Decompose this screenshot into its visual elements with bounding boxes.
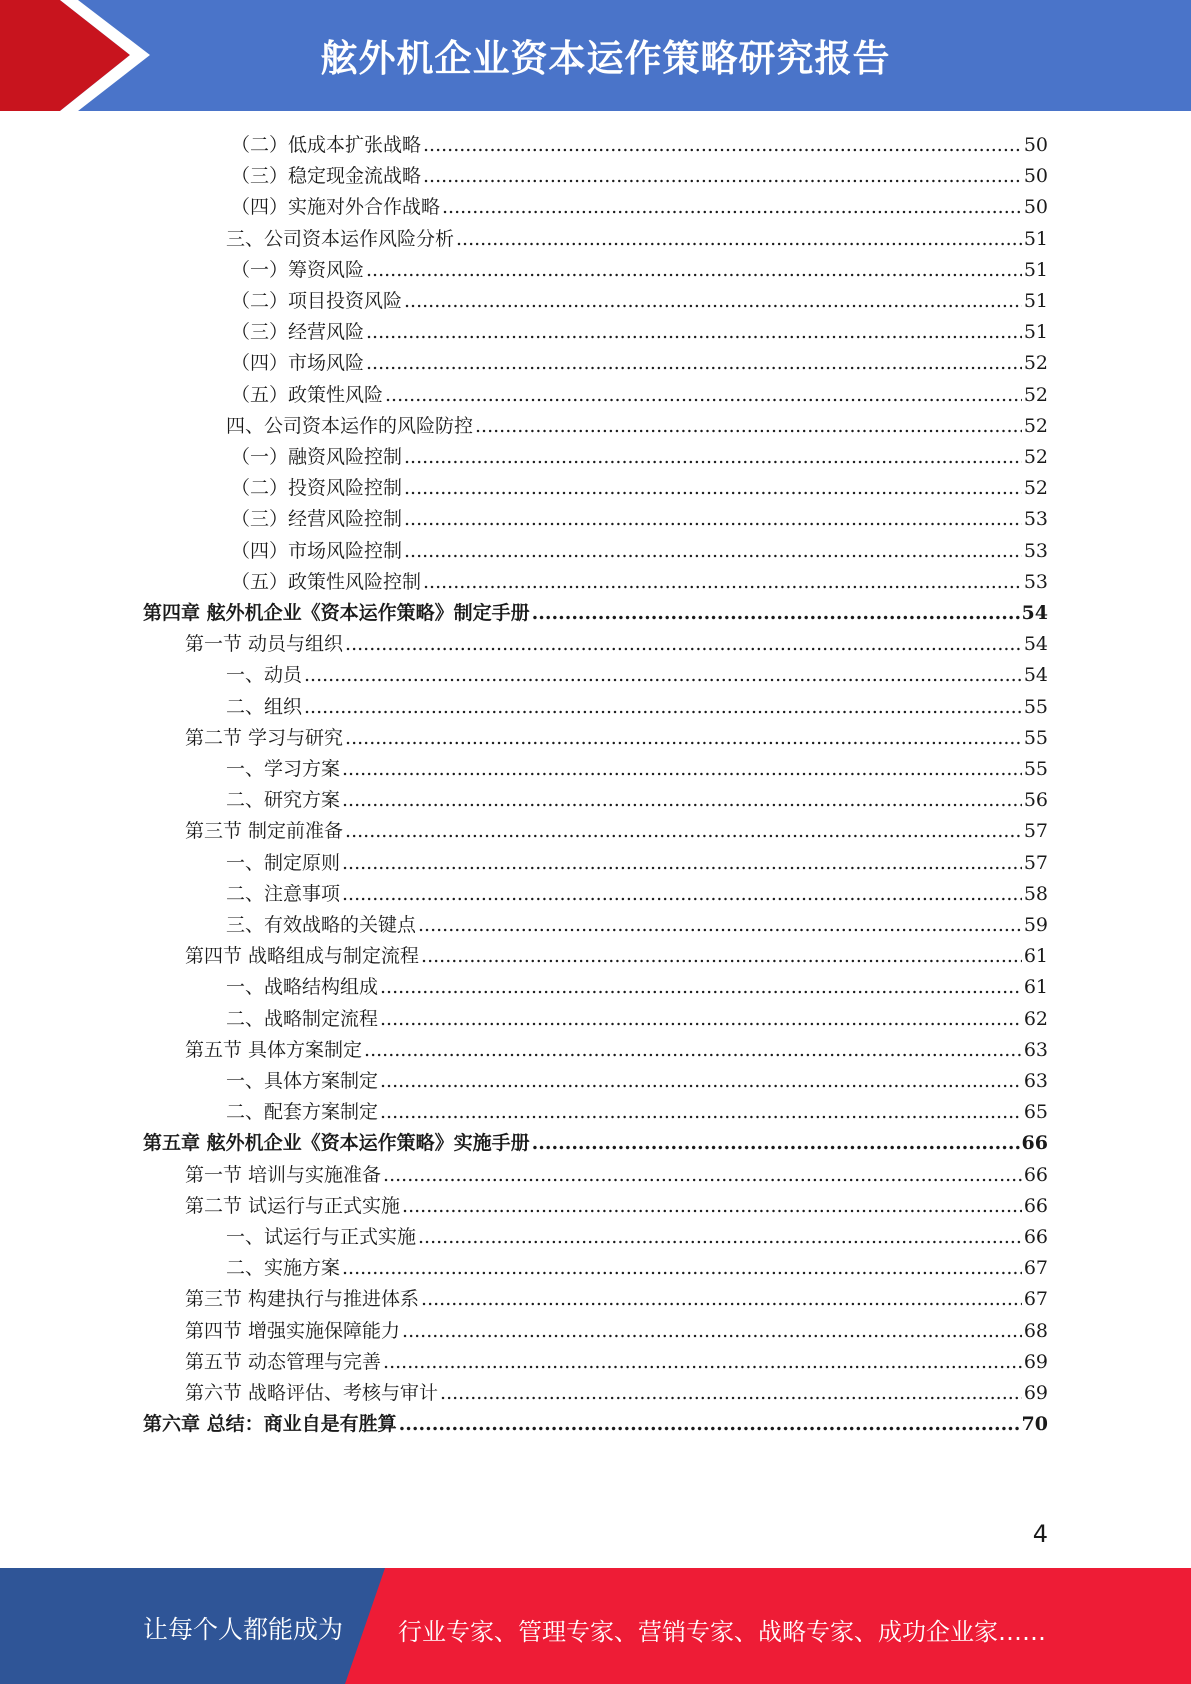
toc-entry-page: 51 bbox=[1023, 258, 1048, 281]
toc-entry-page: 66 bbox=[1023, 1226, 1048, 1248]
toc-entry-title: 第一节 动员与组织 bbox=[185, 633, 344, 656]
toc-entry-page: 53 bbox=[1023, 508, 1048, 531]
toc-entry-page: 68 bbox=[1023, 1319, 1048, 1342]
toc-entry[interactable] bbox=[231, 438, 1048, 469]
toc-entry[interactable] bbox=[143, 1124, 1048, 1155]
toc-leader-dots bbox=[380, 975, 1022, 999]
toc-entry-page: 66 bbox=[1021, 1132, 1048, 1155]
toc-entry-page: 50 bbox=[1023, 196, 1048, 219]
document-title: 舷外机企业资本运作策略研究报告 bbox=[320, 37, 891, 80]
toc-leader-dots bbox=[304, 663, 1022, 687]
toc-entry[interactable] bbox=[226, 875, 1048, 906]
toc-entry-page: 57 bbox=[1023, 820, 1048, 843]
toc-entry-page: 54 bbox=[1023, 633, 1048, 656]
toc-entry[interactable] bbox=[231, 188, 1048, 219]
toc-entry-title: 一、具体方案制定 bbox=[226, 1070, 379, 1092]
page-footer bbox=[0, 1568, 1191, 1684]
toc-entry-title: 三、有效战略的关键点 bbox=[226, 914, 417, 936]
toc-leader-dots bbox=[442, 195, 1022, 219]
toc-entry-page: 63 bbox=[1023, 1070, 1048, 1092]
toc-entry[interactable] bbox=[231, 563, 1048, 594]
toc-entry[interactable] bbox=[185, 812, 1048, 843]
toc-entry[interactable] bbox=[226, 688, 1048, 719]
toc-entry[interactable] bbox=[185, 937, 1048, 968]
toc-entry-title: （二）投资风险控制 bbox=[231, 477, 403, 500]
toc-entry[interactable] bbox=[226, 656, 1048, 687]
toc-entry-page: 59 bbox=[1023, 914, 1048, 936]
toc-leader-dots bbox=[404, 289, 1022, 313]
toc-leader-dots bbox=[404, 445, 1022, 469]
toc-leader-dots bbox=[366, 351, 1022, 375]
toc-entry-title: 一、战略结构组成 bbox=[226, 976, 379, 999]
toc-entry-title: 第六章 总结：商业自是有胜算 bbox=[143, 1413, 397, 1436]
toc-leader-dots bbox=[399, 1412, 1020, 1436]
toc-entry-title: 第五节 具体方案制定 bbox=[185, 1038, 363, 1061]
toc-entry-title: 二、配套方案制定 bbox=[226, 1101, 379, 1124]
toc-leader-dots bbox=[421, 944, 1022, 968]
toc-leader-dots bbox=[423, 570, 1022, 594]
toc-entry[interactable] bbox=[143, 1405, 1048, 1436]
toc-entry[interactable] bbox=[231, 313, 1048, 344]
toc-entry-page: 50 bbox=[1023, 165, 1048, 188]
toc-entry-title: 一、试运行与正式实施 bbox=[226, 1226, 417, 1248]
toc-entry-page: 52 bbox=[1023, 446, 1048, 468]
toc-leader-dots bbox=[385, 383, 1022, 407]
toc-entry-title: 第一节 培训与实施准备 bbox=[185, 1163, 382, 1186]
toc-entry-title: 二、研究方案 bbox=[226, 789, 341, 812]
toc-entry[interactable] bbox=[226, 407, 1048, 438]
page-header bbox=[0, 0, 1191, 111]
toc-entry[interactable] bbox=[185, 1374, 1048, 1405]
toc-entry[interactable] bbox=[226, 1093, 1048, 1124]
toc-entry-title: （三）稳定现金流战略 bbox=[231, 165, 422, 188]
toc-entry[interactable] bbox=[226, 781, 1048, 812]
toc-entry[interactable] bbox=[185, 1343, 1048, 1374]
toc-entry-page: 61 bbox=[1023, 976, 1048, 999]
toc-entry-title: （五）政策性风险控制 bbox=[231, 570, 422, 593]
toc-entry-page: 69 bbox=[1023, 1382, 1048, 1404]
toc-entry[interactable] bbox=[231, 126, 1048, 157]
toc-entry-title: 二、组织 bbox=[226, 695, 303, 718]
toc-entry-title: 第六节 战略评估、考核与审计 bbox=[185, 1382, 439, 1404]
toc-entry[interactable] bbox=[185, 625, 1048, 656]
toc-entry[interactable] bbox=[226, 1218, 1048, 1249]
toc-entry-title: 第四节 战略组成与制定流程 bbox=[185, 945, 420, 968]
toc-entry[interactable] bbox=[226, 220, 1048, 251]
toc-entry-title: 一、动员 bbox=[226, 664, 303, 687]
toc-entry-title: （五）政策性风险 bbox=[231, 383, 384, 406]
toc-entry[interactable] bbox=[226, 1249, 1048, 1280]
toc-leader-dots bbox=[364, 1038, 1022, 1062]
toc-entry-page: 52 bbox=[1023, 414, 1048, 437]
toc-entry-page: 62 bbox=[1023, 1007, 1048, 1030]
toc-entry-title: （一）筹资风险 bbox=[231, 258, 365, 281]
toc-entry-page: 50 bbox=[1023, 134, 1048, 156]
toc-leader-dots bbox=[304, 695, 1022, 719]
toc-entry-page: 63 bbox=[1023, 1038, 1048, 1061]
toc-entry-title: 二、实施方案 bbox=[226, 1257, 341, 1280]
toc-entry-title: （四）实施对外合作战略 bbox=[231, 196, 441, 219]
toc-leader-dots bbox=[383, 1350, 1022, 1374]
toc-entry-title: （一）融资风险控制 bbox=[231, 446, 403, 468]
toc-entry[interactable] bbox=[185, 1280, 1048, 1311]
toc-leader-dots bbox=[342, 882, 1022, 906]
toc-entry-title: 第五章 舷外机企业《资本运作策略》实施手册 bbox=[143, 1132, 530, 1155]
toc-entry-title: （二）低成本扩张战略 bbox=[231, 134, 422, 156]
toc-entry-page: 66 bbox=[1023, 1194, 1048, 1217]
toc-leader-dots bbox=[423, 133, 1022, 157]
toc-leader-dots bbox=[345, 632, 1022, 656]
toc-leader-dots bbox=[456, 227, 1022, 251]
toc-entry-page: 54 bbox=[1023, 664, 1048, 687]
toc-entry-title: 第二节 试运行与正式实施 bbox=[185, 1194, 401, 1217]
toc-entry[interactable] bbox=[231, 500, 1048, 531]
toc-leader-dots bbox=[380, 1007, 1022, 1031]
toc-leader-dots bbox=[418, 913, 1022, 937]
toc-leader-dots bbox=[342, 1256, 1022, 1280]
toc-entry-title: （二）项目投资风险 bbox=[231, 290, 403, 312]
toc-entry[interactable] bbox=[143, 594, 1048, 625]
toc-entry-title: （三）经营风险控制 bbox=[231, 508, 403, 531]
toc-leader-dots bbox=[366, 258, 1022, 282]
toc-leader-dots bbox=[380, 1100, 1022, 1124]
toc-leader-dots bbox=[418, 1225, 1022, 1249]
toc-entry-page: 54 bbox=[1021, 602, 1048, 624]
footer-tagline: 行业专家、管理专家、营销专家、战略专家、成功企业家…… bbox=[398, 1618, 1046, 1646]
toc-entry-page: 52 bbox=[1023, 383, 1048, 406]
toc-entry-title: 第四章 舷外机企业《资本运作策略》制定手册 bbox=[143, 602, 530, 624]
toc-entry-page: 65 bbox=[1023, 1101, 1048, 1124]
toc-entry-page: 52 bbox=[1023, 352, 1048, 375]
toc-entry[interactable] bbox=[226, 906, 1048, 937]
toc-entry-title: 第五节 动态管理与完善 bbox=[185, 1350, 382, 1373]
toc-entry-page: 69 bbox=[1023, 1350, 1048, 1373]
toc-entry[interactable] bbox=[231, 157, 1048, 188]
toc-entry[interactable] bbox=[185, 1156, 1048, 1187]
toc-entry-title: 二、注意事项 bbox=[226, 882, 341, 905]
toc-entry-page: 66 bbox=[1023, 1163, 1048, 1186]
toc-leader-dots bbox=[383, 1163, 1022, 1187]
toc-entry-title: 三、公司资本运作风险分析 bbox=[226, 227, 455, 250]
toc-entry-title: 二、战略制定流程 bbox=[226, 1007, 379, 1030]
toc-entry-page: 55 bbox=[1023, 758, 1048, 780]
toc-leader-dots bbox=[404, 539, 1022, 563]
toc-leader-dots bbox=[532, 601, 1020, 625]
toc-leader-dots bbox=[342, 851, 1022, 875]
toc-leader-dots bbox=[404, 507, 1022, 531]
toc-entry[interactable] bbox=[231, 376, 1048, 407]
toc-leader-dots bbox=[366, 320, 1022, 344]
toc-entry[interactable] bbox=[226, 844, 1048, 875]
toc-leader-dots bbox=[345, 819, 1022, 843]
toc-entry-title: 一、学习方案 bbox=[226, 758, 341, 780]
toc-leader-dots bbox=[421, 1287, 1022, 1311]
toc-entry-page: 58 bbox=[1023, 882, 1048, 905]
toc-entry[interactable] bbox=[231, 344, 1048, 375]
toc-entry-page: 53 bbox=[1023, 570, 1048, 593]
toc-entry[interactable] bbox=[226, 1062, 1048, 1093]
toc-entry[interactable] bbox=[226, 750, 1048, 781]
toc-entry-title: 四、公司资本运作的风险防控 bbox=[226, 414, 474, 437]
toc-entry-page: 52 bbox=[1023, 477, 1048, 500]
toc-entry-title: 第四节 增强实施保障能力 bbox=[185, 1319, 401, 1342]
toc-entry-page: 55 bbox=[1023, 695, 1048, 718]
toc-entry-title: （三）经营风险 bbox=[231, 321, 365, 344]
toc-entry[interactable] bbox=[185, 719, 1048, 750]
toc-leader-dots bbox=[345, 726, 1022, 750]
toc-entry-title: 一、制定原则 bbox=[226, 851, 341, 874]
toc-entry[interactable] bbox=[185, 1312, 1048, 1343]
toc-entry-page: 67 bbox=[1023, 1257, 1048, 1280]
toc-entry-title: 第三节 制定前准备 bbox=[185, 820, 344, 843]
toc-entry-page: 53 bbox=[1023, 539, 1048, 562]
page-number: 4 bbox=[1032, 1520, 1048, 1548]
toc-entry-title: 第三节 构建执行与推进体系 bbox=[185, 1288, 420, 1311]
toc-leader-dots bbox=[402, 1319, 1022, 1343]
toc-entry-page: 61 bbox=[1023, 945, 1048, 968]
toc-leader-dots bbox=[342, 788, 1022, 812]
toc-entry-page: 55 bbox=[1023, 726, 1048, 749]
toc-entry[interactable] bbox=[231, 532, 1048, 563]
toc-entry-page: 51 bbox=[1023, 290, 1048, 312]
toc-entry[interactable] bbox=[185, 1187, 1048, 1218]
toc-leader-dots bbox=[475, 414, 1022, 438]
toc-entry[interactable] bbox=[231, 469, 1048, 500]
toc-leader-dots bbox=[440, 1381, 1022, 1405]
footer-slogan: 让每个人都能成为 bbox=[143, 1615, 344, 1644]
toc-leader-dots bbox=[532, 1131, 1020, 1155]
toc-leader-dots bbox=[423, 164, 1022, 188]
toc-entry-page: 56 bbox=[1023, 789, 1048, 812]
toc-leader-dots bbox=[402, 1194, 1022, 1218]
toc-leader-dots bbox=[404, 476, 1022, 500]
toc-entry-page: 57 bbox=[1023, 851, 1048, 874]
toc-entry-page: 70 bbox=[1021, 1413, 1048, 1436]
toc-entry[interactable] bbox=[226, 968, 1048, 999]
toc-leader-dots bbox=[342, 757, 1022, 781]
toc-entry[interactable] bbox=[231, 282, 1048, 313]
toc-entry-title: （四）市场风险 bbox=[231, 352, 365, 375]
toc-entry-page: 51 bbox=[1023, 321, 1048, 344]
toc-entry-title: （四）市场风险控制 bbox=[231, 539, 403, 562]
toc-entry[interactable] bbox=[231, 251, 1048, 282]
toc-entry-page: 67 bbox=[1023, 1288, 1048, 1311]
toc-entry[interactable] bbox=[185, 1031, 1048, 1062]
toc-entry-page: 51 bbox=[1023, 227, 1048, 250]
toc-leader-dots bbox=[380, 1069, 1022, 1093]
toc-entry-title: 第二节 学习与研究 bbox=[185, 726, 344, 749]
toc-entry[interactable] bbox=[226, 1000, 1048, 1031]
